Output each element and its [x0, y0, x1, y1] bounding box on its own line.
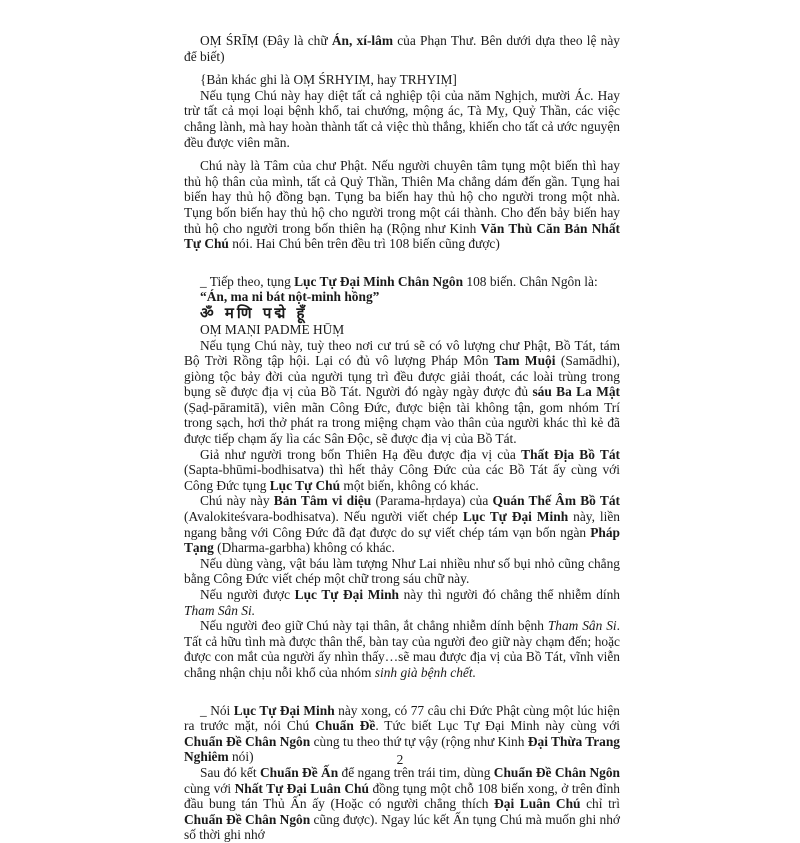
page-number: 2 [396, 752, 404, 767]
text-column [184, 33, 620, 843]
text-run: OṂ ŚRĪṂ (Đây là chữ [200, 33, 332, 48]
bold-term: Văn Thù Căn Bản Nhất Tự Chú [184, 220, 620, 252]
bold-term: Lục Tự Đại Minh Chân Ngôn [294, 273, 464, 289]
text-run: . Tất cả hữu tình mà được thân thể, bàn tay của người đeo giữ này chạm đến; hoặc được con mắt của người ấy nhìn thấy…sẽ mau được địa vị của Bồ Tát, vĩnh viễn chẳng nhận chịu nỗi khổ của nhóm [184, 618, 620, 680]
text-run: nói) [228, 749, 254, 765]
text-run: _ Tiếp theo, tụng [200, 273, 295, 289]
bold-term: Quán Thế Âm Bồ Tát [492, 493, 620, 509]
text-run: ॐ मणि पद्मे हूँ [200, 303, 308, 322]
bold-term: Chuẩn Đề Chân Ngôn [493, 764, 620, 780]
text-run: (Avalokiteśvara-bodhisatva). Nếu người viết chép [184, 509, 463, 525]
text-run: chỉ trì [580, 796, 620, 812]
bold-term: Tam Muội [493, 353, 556, 369]
text-run: Nếu tụng Chú này hay diệt tất cả nghiệp tội của năm Nghịch, mười Ác. Hay trừ tất cả mọi loại bệnh khổ, tai chướng, mộng ác, Tà Mỵ, Quỷ Thần, các việc chẳng lành, mà hay hoàn thành tất cả việc thù thắng, khiến cho tất cả ước nguyện đều được viên mãn. [184, 87, 620, 150]
text-run: (Parama-hṛdaya) của [371, 493, 493, 509]
bold-term: Chuẩn Đề [315, 718, 376, 734]
mantra-vietnamese [184, 289, 620, 305]
text-run: Chú này là Tâm của chư Phật. Nếu người chuyên tâm tụng một biến thì hay thủ hộ thân của mình, tất cả Quỷ Thần, Thiên Ma chẳng dám đến gần. Tụng hai biến hay thủ hộ đồng bạn. Tụng ba biến hay thủ hộ cho người trong một nhà. Tụng bốn biến hay thủ hộ cho người trong một cái thành. Cho đến bảy biến hay thủ hộ cho người trong bốn thiên hạ (Rộng như Kinh [184, 158, 620, 236]
text-run: cùng tu theo thứ tự vậy (rộng như Kinh [310, 733, 528, 749]
text-run: Nếu người được [200, 587, 295, 602]
text-run: (Dharma-garbha) không có khác. [213, 540, 395, 556]
text-run: {Bản khác ghi là OṂ ŚRHYIṂ, hay TRHYIṂ] [200, 72, 457, 88]
bold-term: Lục Tự Chú [269, 477, 341, 493]
bold-term: Chuẩn Đề Chân Ngôn [184, 811, 311, 827]
text-run: Nếu người đeo giữ Chú này tại thân, ắt chẳng nhiễm dính bệnh [200, 618, 548, 634]
bold-term: sáu Ba La Mật [532, 384, 620, 400]
text-run: OṂ MAṆI PADME HŪṂ [200, 321, 345, 337]
text-run: . Tức biết Lục Tự Đại Minh này cùng với [375, 718, 620, 734]
text-run: _ Nói [200, 702, 234, 718]
bold-term: Đại Luân Chú [494, 796, 581, 812]
bold-term: Lục Tự Đại Minh [233, 702, 335, 718]
text-run: (Samādhi), giòng tộc bảy đời của người tụng trì đều được giải thoát, các loài trùng trong bụng sẽ được địa vị của Bồ Tát. Người đó ngày ngày được đủ [184, 353, 620, 400]
paragraph-seventh-ground [184, 447, 620, 494]
text-run: Nếu dùng vàng, vật báu làm tượng Như Lai nhiều như số bụi nhỏ cũng chẳng bằng Công Đức viết chép một chữ trong sáu chữ này. [184, 555, 620, 587]
bold-term: Lục Tự Đại Minh [462, 509, 569, 525]
paragraph-six-syllable-intro [184, 274, 620, 290]
text-run: đồng tụng một chỗ 108 biến xong, ở trên đỉnh đầu bung tán Thủ Ấn ấy (Hoặc có người chẳng thích [184, 780, 620, 812]
text-run: Nếu tụng Chú này, tuỳ theo nơi cư trú sẽ có vô lượng chư Phật, Bồ Tát, tám Bộ Trời Rồng tập hội. Lại có đủ vô lượng Pháp Môn [184, 337, 620, 369]
bold-term: Chuẩn Đề Chân Ngôn [184, 733, 311, 749]
text-run: cũng được). Ngay lúc kết Ấn tụng Chú mà muốn ghi nhớ số thời ghi nhớ [184, 811, 620, 843]
paragraph-merits [184, 88, 620, 150]
bold-term: Nhất Tự Đại Luân Chú [234, 780, 369, 796]
text-run: của Phạn Thư. Bên dưới dựa theo lệ này để biết) [184, 33, 621, 64]
bold-term: Lục Tự Đại Minh [294, 587, 399, 602]
italic-term: Tham Sân Si. [184, 602, 256, 618]
paragraph-om-srim [184, 33, 620, 64]
paragraph-protection [184, 158, 620, 252]
bold-term: “Án, ma ni bát nột-minh hồng” [200, 289, 380, 305]
paragraph-three-poisons [184, 587, 620, 618]
text-run: (Ṣaḍ-pāramitā), viên mãn Công Đức, được biện tài không tận, gom nhóm Trí trong sạch, hơi thở phát ra trong miệng chạm vào thân của người khác thì kẻ đã được tiếp chạm ấy lìa các Sân Độc, sẽ được địa vị của Bồ Tát. [184, 399, 620, 447]
paragraph-wearing-mantra [184, 618, 620, 680]
text-run: nói. Hai Chú bên trên đều trì 108 biến cũng được) [228, 236, 500, 252]
bold-term: Bản Tâm vi diệu [273, 493, 372, 509]
text-run: Sau đó kết [200, 764, 260, 780]
text-run: 108 biến. Chân Ngôn là: [463, 273, 598, 289]
text-run: cùng với [184, 780, 235, 796]
text-run: này, liền ngang bằng với Công Đức đã đạt được do sự viết chép tám vạn bốn ngàn [184, 509, 620, 540]
paragraph-variant-note [184, 72, 620, 88]
paragraph-cundi-mudra [184, 765, 620, 843]
text-run: Giả như người trong bốn Thiên Hạ đều được địa vị của [200, 446, 522, 462]
text-run: (Sapta-bhūmi-bodhisatva) thì hết thảy Công Đức của các Bồ Tát ấy cùng với Công Đức tụng [184, 462, 620, 493]
paragraph-recitation-benefits [184, 338, 620, 447]
mantra-romanized [184, 322, 620, 338]
bold-term: Pháp Tạng [184, 524, 620, 556]
italic-term: Tham Sân Si [547, 618, 617, 634]
mantra-siddham-script [184, 305, 620, 322]
paragraph-gold-statues [184, 556, 620, 587]
bold-term: Thất Địa Bồ Tát [521, 446, 620, 462]
bold-term: Chuẩn Đề Ấn [259, 764, 339, 780]
italic-term: sinh già bệnh chết. [374, 664, 476, 680]
paragraph-heart-of-avalokitesvara [184, 493, 620, 555]
text-run: Chú này này [200, 493, 274, 509]
text-run: này xong, có 77 câu chi Đức Phật cùng một lúc hiện ra trước mặt, nói Chú [184, 702, 620, 734]
text-run: một biến, không có khác. [340, 477, 479, 493]
bold-term: Án, xí-lâm [331, 33, 393, 48]
text-run: này thì người đó chẳng thể nhiễm dính [398, 587, 620, 602]
text-run: để ngang trên trái tim, dùng [338, 764, 494, 780]
bold-term: Đại Thừa Trang Nghiêm [184, 733, 620, 765]
